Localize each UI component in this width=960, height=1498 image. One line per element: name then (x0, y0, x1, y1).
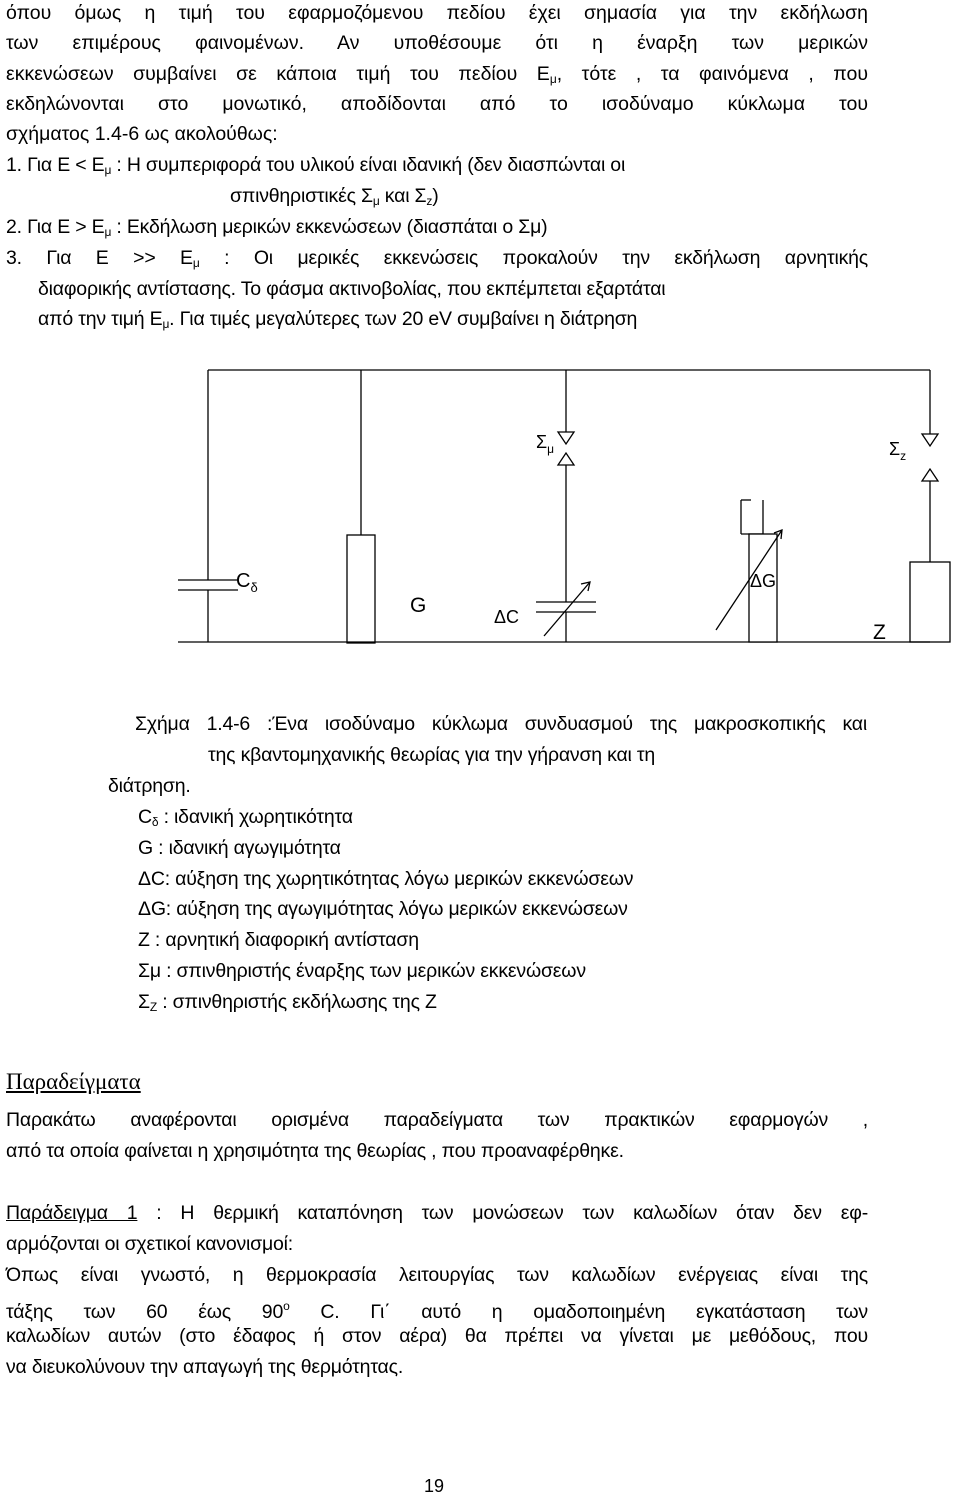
examples-intro-line-1: Παρακάτω αναφέρονται ορισμένα παραδείγματα των πρακτικών εφαρμογών , (6, 1109, 868, 1131)
spark-gap-sigma-mu (536, 370, 574, 602)
list-item-1-c: σπινθηριστικές Σ (230, 185, 373, 207)
legend-sigma-mu: Σμ : σπινθηριστής έναρξης των μερικών εκκενώσεων (138, 960, 586, 982)
intro-line-2: των επιμέρους φαινομένων. Αν υποθέσουμε ότι η έναρξη των μερικών (6, 32, 868, 54)
legend-delta-c: ΔC: αύξηση της χωρητικότητας λόγω μερικών εκκενώσεων (138, 868, 634, 890)
list-item-3-line-2: διαφορικής αντίστασης. Το φάσμα ακτινοβολίας, που εκπέμπεται εξαρτάται (38, 278, 666, 300)
legend-c-delta (138, 803, 353, 836)
example-1-title-line-2: αρμόζονται οι σχετικοί κανονισμοί: (6, 1233, 294, 1255)
list-item-3-a: 3. Για Ε >> Ε (6, 247, 193, 269)
legend-delta-g: ΔG: αύξηση της αγωγιμότητας λόγω μερικών εκκενώσεων (138, 898, 628, 920)
intro-text-3b: , τότε , τα φαινόμενα , που (556, 63, 868, 85)
variable-conductance-delta-g (716, 500, 782, 642)
subscript-mu: μ (104, 225, 112, 239)
legend-sigma-z (138, 988, 437, 1021)
legend-z: Z : αρνητική διαφορική αντίσταση (138, 929, 419, 951)
list-item-3-e: . Για τιμές μεγαλύτερες των 20 eV συμβαίνει η διάτρηση (169, 308, 638, 330)
list-item-3-d: από την τιμή Ε (38, 308, 163, 330)
list-item-2-a: 2. Για Ε > Ε (6, 216, 105, 238)
example-1-title-text: : Η θερμική καταπόνηση των μονώσεων των καλωδίων όταν δεν εφ- (137, 1202, 868, 1224)
intro-line-3 (6, 60, 868, 93)
label-g: G (410, 594, 427, 617)
list-item-3-b: : Οι μερικές εκκενώσεις προκαλούν την εκδήλωση αρνητικής (199, 247, 868, 269)
label-delta-c: ΔC (494, 607, 520, 627)
subscript-delta: δ (151, 815, 159, 829)
intro-line-4: εκδηλώνονται στο μονωτικό, αποδίδονται από το ισοδύναμο κύκλωμα του (6, 93, 868, 115)
variable-capacitor-delta-c (494, 582, 596, 642)
example-1-body-line-4: να διευκολύνουν την απαγωγή της θερμότητας. (6, 1356, 404, 1378)
example-1-title (6, 1199, 868, 1227)
examples-intro-line-2: από τα οποία φαίνεται η χρησιμότητα της θεωρίας , που προαναφέρθηκε. (6, 1140, 624, 1162)
list-item-3-line-3 (38, 305, 637, 338)
legend-c-symbol: C (138, 806, 152, 828)
subscript-mu: μ (104, 163, 112, 177)
legend-sigma-symbol: Σ (138, 991, 150, 1013)
page-number: 19 (424, 1476, 445, 1496)
list-item-1 (6, 151, 868, 184)
subscript-z: Z (149, 1000, 157, 1014)
list-item-3 (6, 244, 868, 277)
list-item-1-d: και Σ (379, 185, 427, 207)
list-item-2 (6, 213, 547, 246)
intro-line-5: σχήματος 1.4-6 ως ακολούθως: (6, 123, 278, 145)
degree-superscript: ο (283, 1299, 290, 1313)
label-z: Z (873, 621, 886, 644)
label-c-delta: $C_\delta$ (236, 570, 258, 595)
legend-c-text: : ιδανική χωρητικότητα (158, 806, 353, 828)
conductance-g (347, 370, 426, 643)
intro-text-3a: εκκενώσεων συμβαίνει σε κάποια τιμή του πεδίου Ε (6, 63, 550, 85)
subscript-mu: μ (372, 194, 380, 208)
section-heading-examples: Παραδείγματα (6, 1069, 141, 1094)
example-1-body-line-1: Όπως είναι γνωστό, η θερμοκρασία λειτουργίας των καλωδίων ενέργειας είναι της (6, 1264, 868, 1286)
example-1-body-line-3: καλωδίων αυτών (στο έδαφος ή στον αέρα) θα πρέπει να γίνεται με μεθόδους, που (6, 1325, 868, 1347)
intro-line-1: όπου όμως η τιμή του εφαρμοζόμενου πεδίου έχει σημασία για την εκδήλωση (6, 2, 868, 24)
figure-caption-line-3: διάτρηση. (108, 775, 191, 797)
negative-resistance-z (873, 562, 950, 644)
equivalent-circuit-diagram (0, 340, 960, 700)
subscript-mu: μ (192, 256, 200, 270)
subscript-mu: μ (549, 72, 557, 86)
legend-g: G : ιδανική αγωγιμότητα (138, 837, 341, 859)
list-item-1-e: ) (432, 185, 439, 207)
example-1-body-line-2 (6, 1292, 868, 1326)
example-1-body-2b: C. Γι΄ αυτό η ομαδοποιημένη εγκατάσταση των (289, 1301, 868, 1323)
subscript-mu: μ (162, 317, 170, 331)
list-item-1-cont (230, 182, 439, 215)
example-1-body-2a: τάξης των 60 έως 90 (6, 1301, 284, 1323)
list-item-1-b: : Η συμπεριφορά του υλικού είναι ιδανική (δεν διασπώνται οι (111, 154, 626, 176)
label-sigma-z: $\Sigma_z$ (889, 439, 907, 463)
legend-sigma-z-text: : σπινθηριστής εκδήλωσης της Z (157, 991, 437, 1013)
subscript-z: z (426, 194, 433, 208)
example-1-label: Παράδειγμα 1 (6, 1202, 138, 1224)
label-sigma-mu: $\Sigma_\mu$ (536, 432, 555, 456)
list-item-1-a: 1. Για Ε < Ε (6, 154, 105, 176)
figure-caption-line-2: της κβαντομηχανικής θεωρίας για την γήρανση και τη (208, 744, 656, 766)
figure-caption-line-1: Σχήμα 1.4-6 :Ένα ισοδύναμο κύκλωμα συνδυασμού της μακροσκοπικής και (135, 713, 867, 735)
capacitor-c-delta (178, 370, 258, 642)
list-item-2-b: : Εκδήλωση μερικών εκκενώσεων (διασπάται ο Σμ) (111, 216, 548, 238)
label-delta-g: ΔG (750, 571, 777, 591)
spark-gap-sigma-z (889, 370, 938, 562)
